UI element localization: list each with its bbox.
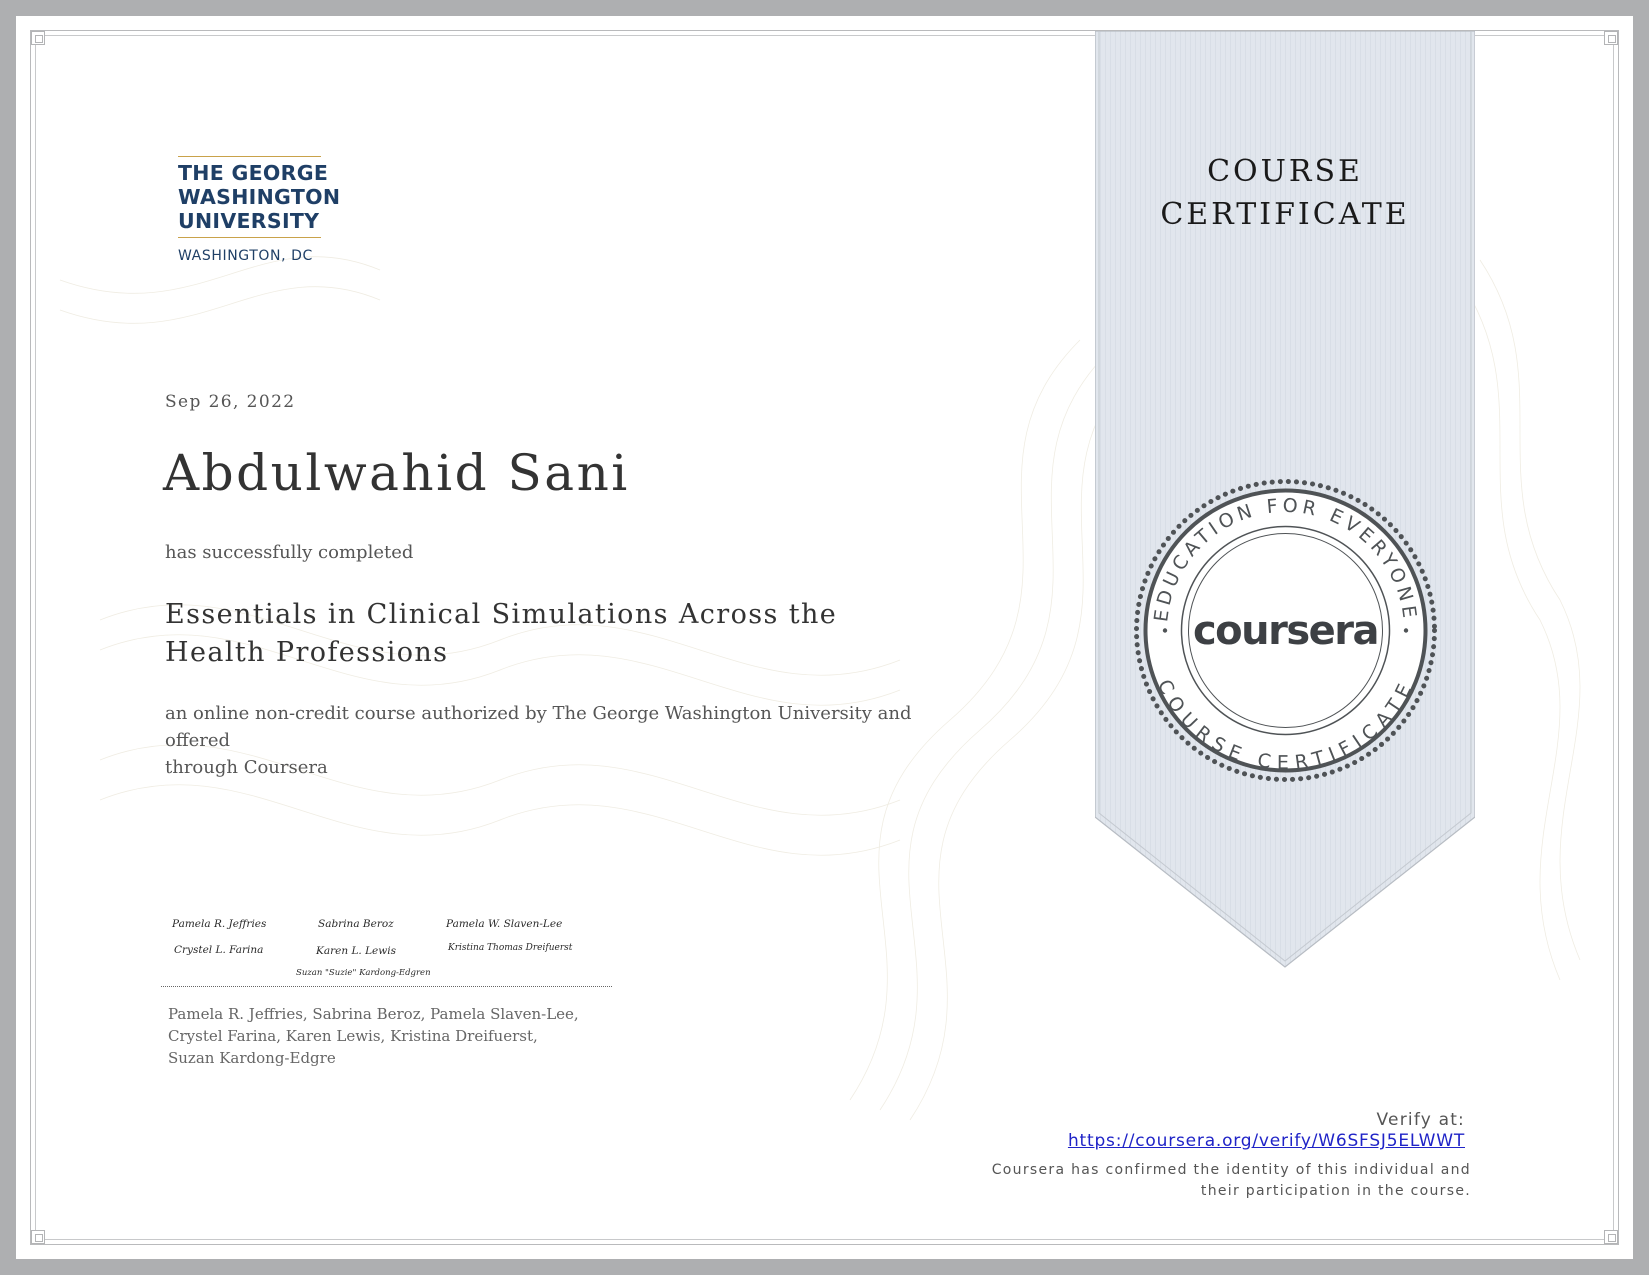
course-title-line-1: Essentials in Clinical Simulations Across the: [165, 599, 838, 630]
description-line-2: through Coursera: [165, 757, 328, 778]
seal-top-text: EDUCATION FOR EVERYONE: [1150, 494, 1421, 624]
corner-ornament-top-right: [1604, 31, 1618, 45]
corner-ornament-top-left: [31, 31, 45, 45]
corner-ornament-bottom-right: [1604, 1230, 1618, 1244]
corner-ornament-bottom-left: [31, 1230, 45, 1244]
verify-link[interactable]: https://coursera.org/verify/W6SFSJ5ELWWT: [1067, 1131, 1465, 1151]
course-title-line-2: Health Professions: [165, 637, 449, 668]
signature-rule: [161, 986, 612, 987]
signature-1: Pamela R. Jeffries: [172, 918, 267, 930]
confirm-line-2: their participation in the course.: [1200, 1183, 1471, 1199]
signature-3: Pamela W. Slaven-Lee: [446, 918, 563, 930]
logo-bottom-rule: [178, 237, 321, 238]
instructor-line-2: Crystel Farina, Karen Lewis, Kristina Dreifuerst,: [168, 1027, 538, 1045]
logo-line-3: UNIVERSITY: [178, 209, 320, 233]
ribbon-title-line-1: COURSE: [1207, 154, 1363, 189]
signature-5: Karen L. Lewis: [316, 945, 397, 957]
instructor-line-3: Suzan Kardong-Edgre: [168, 1049, 336, 1067]
signature-6: Kristina Thomas Dreifuerst: [448, 943, 573, 953]
ribbon-title-line-2: CERTIFICATE: [1160, 197, 1410, 232]
logo-line-2: WASHINGTON: [178, 185, 341, 209]
signature-4: Crystel L. Farina: [174, 944, 264, 956]
signature-2: Sabrina Beroz: [318, 918, 394, 930]
recipient-name: Abdulwahid Sani: [163, 444, 630, 502]
verify-label: Verify at:: [1376, 1110, 1465, 1130]
seal-brand-logo: coursera: [1192, 608, 1379, 654]
ribbon-title: [1095, 150, 1475, 236]
coursera-seal-icon: [1133, 478, 1438, 783]
identity-confirmation: [951, 1160, 1471, 1202]
signature-7: Suzan "Suzie" Kardong-Edgren: [296, 968, 431, 978]
course-description: [165, 700, 935, 781]
instructor-names: [168, 1003, 628, 1069]
completed-text: has successfully completed: [165, 542, 414, 563]
confirm-line-1: Coursera has confirmed the identity of this individual and: [991, 1162, 1471, 1178]
signature-block: [160, 908, 613, 983]
university-logo: [178, 156, 341, 264]
logo-subline: WASHINGTON, DC: [178, 248, 313, 264]
description-line-1: an online non-credit course authorized by The George Washington University and offered: [165, 703, 912, 751]
instructor-line-1: Pamela R. Jeffries, Sabrina Beroz, Pamela Slaven-Lee,: [168, 1005, 579, 1023]
seal-bottom-text: COURSE CERTIFICATE: [1153, 676, 1418, 774]
issue-date: Sep 26, 2022: [165, 392, 296, 412]
logo-line-1: THE GEORGE: [178, 161, 329, 185]
course-title: [165, 596, 885, 672]
